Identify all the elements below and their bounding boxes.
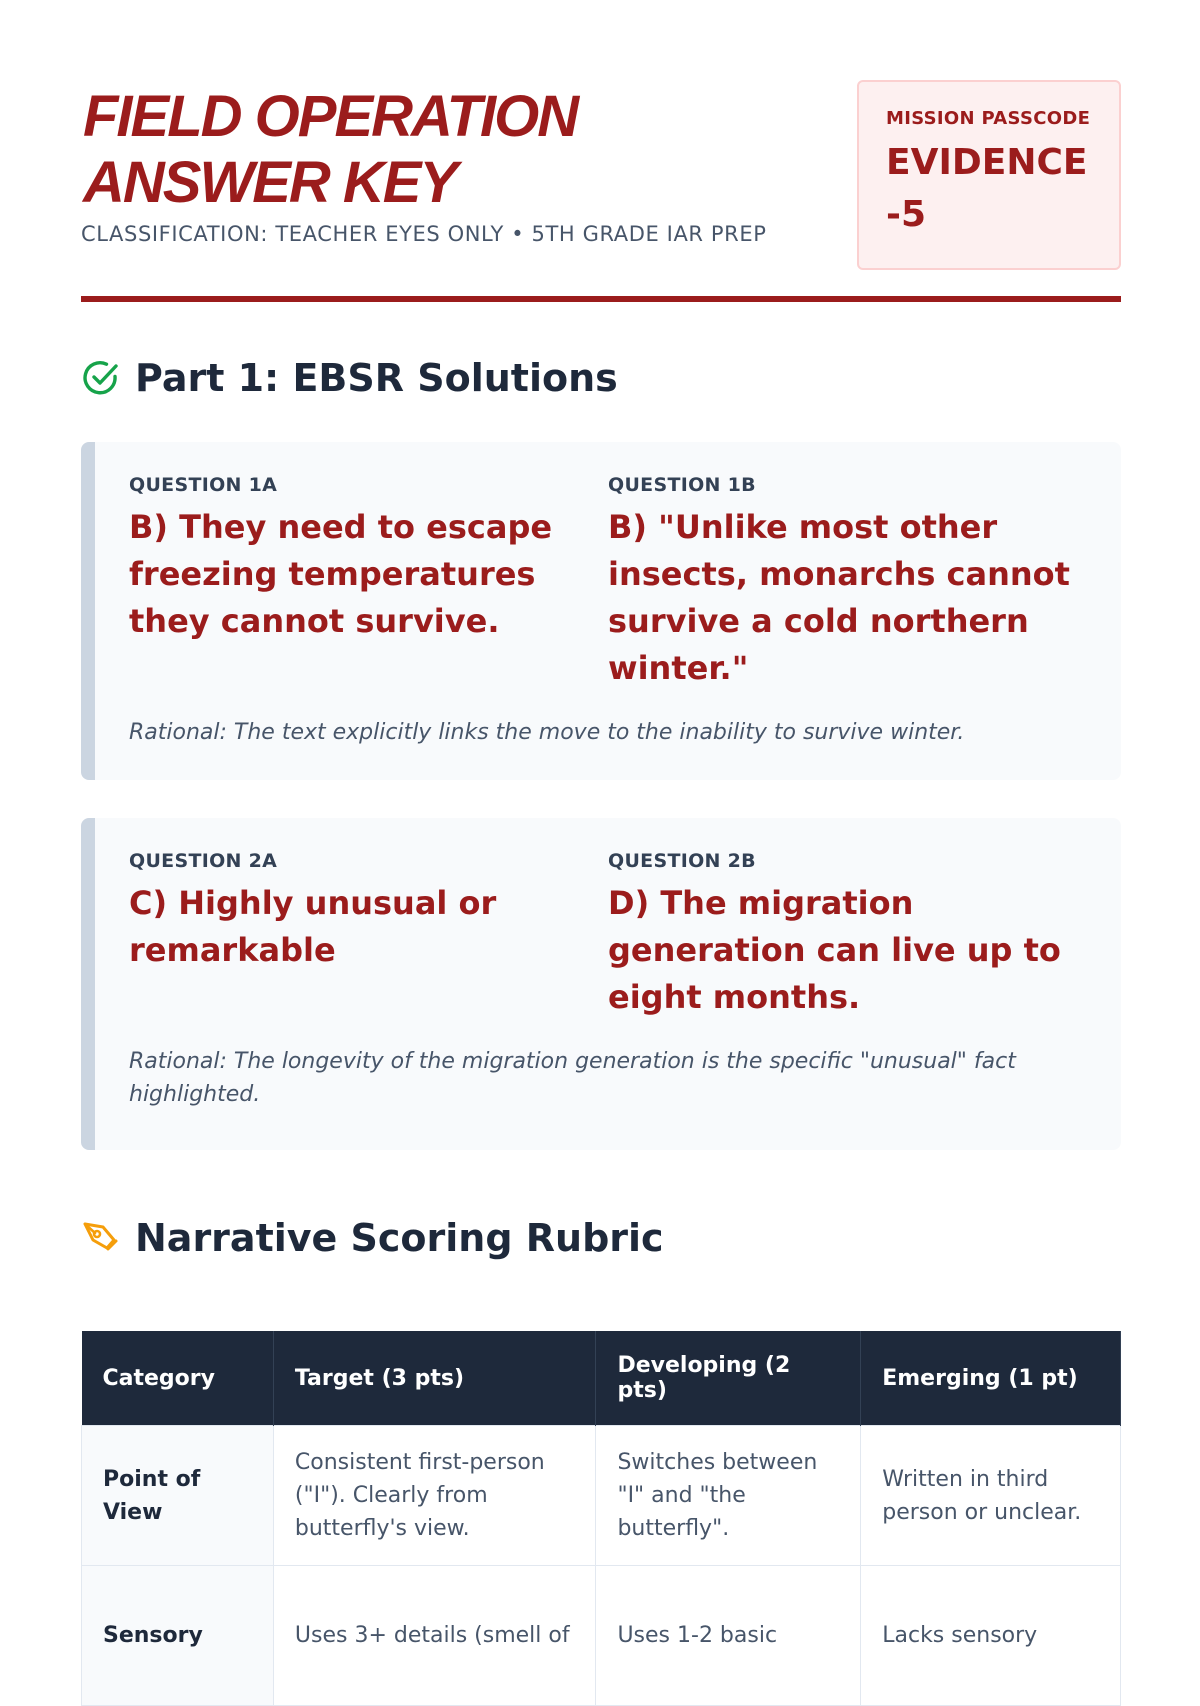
question-card-1 <box>81 442 1121 780</box>
question-row-2 <box>129 850 1087 1021</box>
column-header: Emerging (1 pt) <box>861 1331 1121 1426</box>
question-label: QUESTION 1B <box>608 474 756 496</box>
title-line-2: ANSWER KEY <box>83 150 457 215</box>
table-header-row <box>82 1331 1121 1426</box>
rubric-category: Point of View <box>82 1426 274 1566</box>
rubric-developing: Switches between "I" and "the butterfly". <box>596 1426 861 1566</box>
column-header: Category <box>82 1331 274 1426</box>
question-row-1 <box>129 474 1087 692</box>
rubric-emerging: Lacks sensory <box>861 1566 1121 1706</box>
scoring-rubric-table <box>81 1331 1121 1706</box>
rubric-emerging: Written in third person or unclear. <box>861 1426 1121 1566</box>
part1-heading-row <box>81 356 618 400</box>
question-card-2 <box>81 818 1121 1150</box>
passcode-label: MISSION PASSCODE <box>886 108 1091 129</box>
table-row <box>82 1426 1121 1566</box>
column-header: Developing (2 pts) <box>596 1331 861 1426</box>
header-divider <box>81 296 1121 302</box>
question-label: QUESTION 2A <box>129 850 278 872</box>
rubric-category: Sensory <box>82 1566 274 1706</box>
answer-key-page <box>81 80 1121 1648</box>
question-1b <box>608 474 1087 692</box>
page-title <box>83 84 803 216</box>
question-2b <box>608 850 1087 1021</box>
column-header: Target (3 pts) <box>273 1331 596 1426</box>
rubric-target: Consistent first-person ("I"). Clearly from butterfly's view. <box>273 1426 596 1566</box>
question-1a <box>129 474 608 692</box>
table-row <box>82 1566 1121 1706</box>
question-answer: B) They need to escape freezing temperatures they cannot survive. <box>129 508 553 640</box>
question-answer: C) Highly unusual or remarkable <box>129 884 497 969</box>
title-line-1: FIELD OPERATION <box>83 84 578 149</box>
check-circle-icon <box>81 358 121 398</box>
passcode-box <box>857 80 1121 270</box>
question-answer: D) The migration generation can live up to eight months. <box>608 884 1061 1016</box>
rational-note: Rational: The longevity of the migration generation is the specific "unusual" fact highlighted. <box>129 1049 1016 1107</box>
pen-nib-icon <box>81 1218 121 1258</box>
question-label: QUESTION 1A <box>129 474 278 496</box>
classification-subtitle: CLASSIFICATION: TEACHER EYES ONLY • 5TH GRADE IAR PREP <box>81 222 767 246</box>
rubric-heading-row <box>81 1216 664 1260</box>
part1-heading: Part 1: EBSR Solutions <box>135 356 618 400</box>
passcode-value: EVIDENCE-5 <box>886 142 1088 235</box>
rubric-developing: Uses 1-2 basic <box>596 1566 861 1706</box>
header <box>81 80 1121 302</box>
question-2a <box>129 850 608 1021</box>
rubric-heading: Narrative Scoring Rubric <box>135 1216 664 1260</box>
question-label: QUESTION 2B <box>608 850 756 872</box>
question-answer: B) "Unlike most other insects, monarchs cannot survive a cold northern winter." <box>608 508 1070 687</box>
rubric-target: Uses 3+ details (smell of <box>273 1566 596 1706</box>
rational-note: Rational: The text explicitly links the move to the inability to survive winter. <box>129 720 965 745</box>
